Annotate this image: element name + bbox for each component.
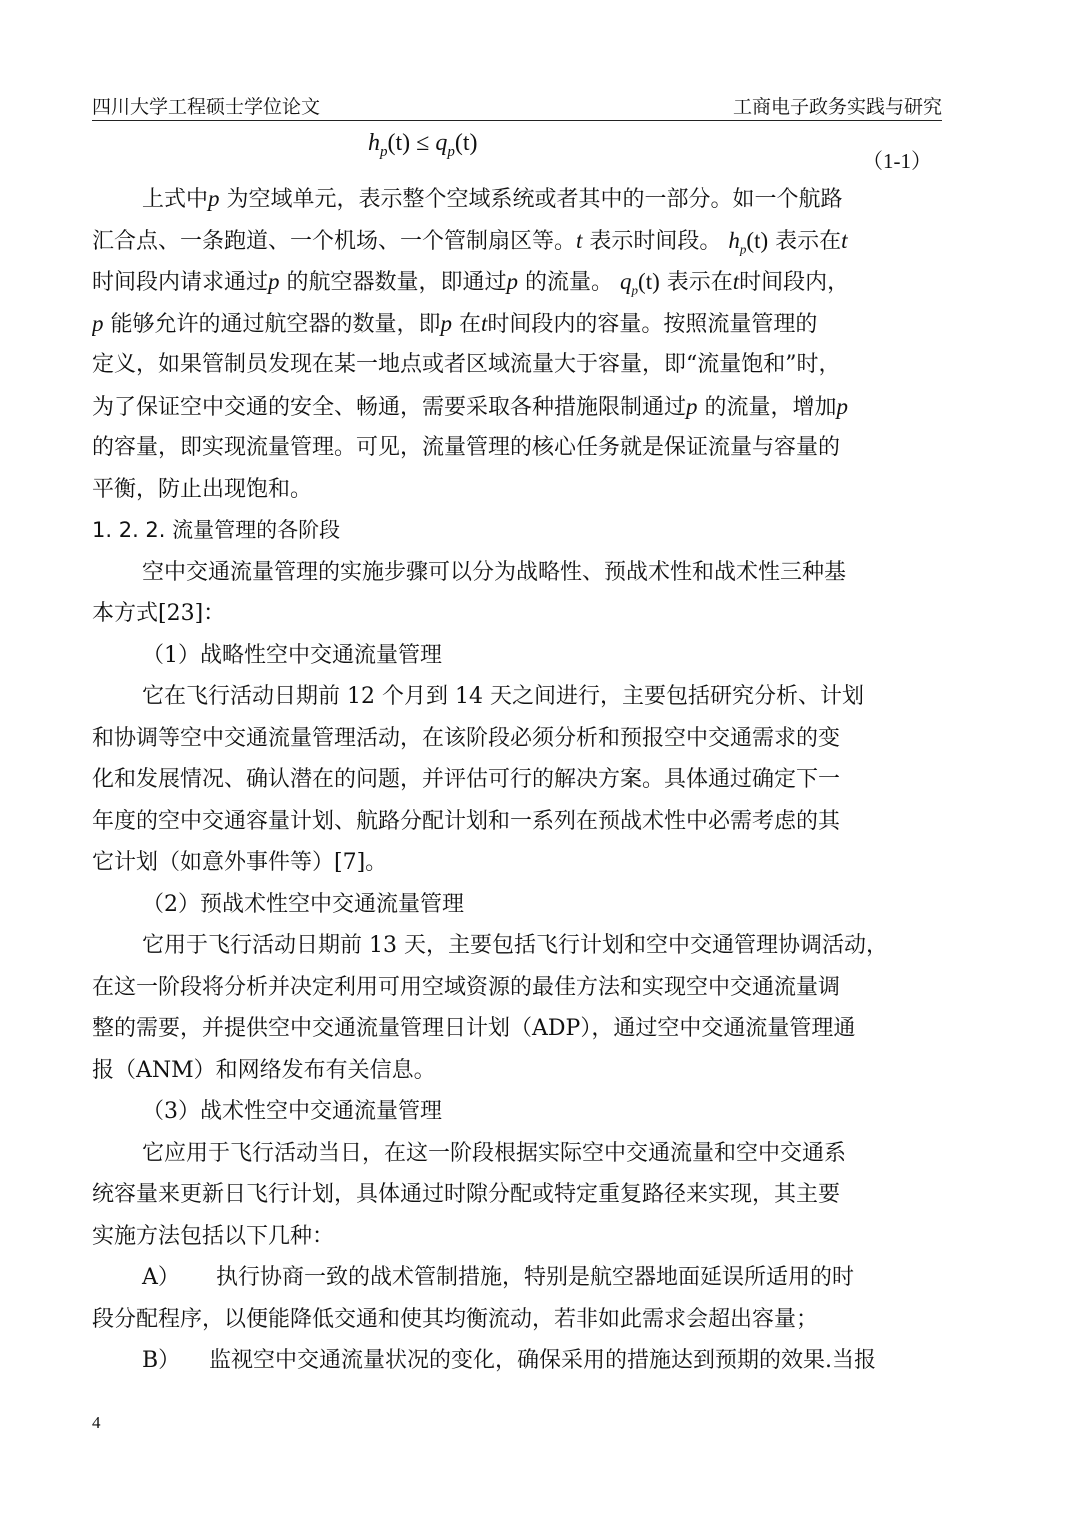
paragraph-line: 的容量，即实现流量管理。可见，流量管理的核心任务就是保证流量与容量的 — [92, 435, 841, 460]
list-item-a: A） 执行协商一致的战术管制措施，特别是航空器地面延误所适用的时 — [92, 1257, 944, 1299]
paragraph-line: p 能够允许的通过航空器的数量，即p 在t时间段内的容量。按照流量管理的 — [92, 310, 818, 337]
header-thesis-title: 工商电子政务实践与研究 — [732, 96, 942, 118]
paragraph-line: 空中交通流量管理的实施步骤可以分为战略性、预战术性和战术性三种基 — [142, 559, 847, 585]
equation: $h_p(t) \le q_p(t)$ — [368, 130, 478, 160]
paragraph-line: 和协调等空中交通流量管理活动，在该阶段必须分析和预报空中交通需求的变 — [92, 725, 841, 751]
paragraph-line: 为了保证空中交通的安全、畅通，需要采取各种措施限制通过p 的流量，增加p — [92, 393, 849, 420]
subsection-title: （1）战略性空中交通流量管理 — [142, 642, 442, 668]
list-label-a: A） — [142, 1265, 180, 1290]
paragraph-line: 本方式[23]： — [92, 601, 226, 626]
paragraph-line: 整的需要，并提供空中交通流量管理日计划（ADP），通过空中交通流量管理通 — [92, 1016, 856, 1041]
paragraph-line: 在这一阶段将分析并决定利用可用空域资源的最佳方法和实现空中交通流量调 — [92, 974, 841, 1000]
subsection-title: （2）预战术性空中交通流量管理 — [142, 891, 464, 917]
paragraph-line: 实施方法包括以下几种： — [92, 1223, 335, 1249]
list-label-b: B） — [142, 1348, 181, 1373]
body-text — [92, 178, 944, 1382]
paragraph-line: 上式中p 为空域单元，表示整个空域系统或者其中的一部分。如一个航路 — [142, 186, 843, 212]
subsection-title: （3）战术性空中交通流量管理 — [142, 1099, 442, 1124]
paragraph-line: 时间段内请求通过p 的航空器数量，即通过p 的流量。 $q_p(t)$ 表示在t时间段内， — [92, 269, 850, 298]
running-header — [92, 90, 942, 121]
paragraph-line: 它计划（如意外事件等）[7]。 — [92, 850, 388, 875]
paragraph-line: 平衡，防止出现饱和。 — [92, 476, 313, 502]
paragraph-line: 年度的空中交通容量计划、航路分配计划和一系列在预战术性中必需考虑的其 — [92, 808, 841, 834]
paragraph-line: 它用于飞行活动日期前 13 天，主要包括飞行计划和空中交通管理协调活动， — [142, 933, 888, 958]
paragraph-line: 报（ANM）和网络发布有关信息。 — [92, 1057, 436, 1083]
paragraph-line: 汇合点、一条跑道、一个机场、一个管制扇区等。t 表示时间段。 $h_p(t)$ 表示在t — [92, 227, 848, 257]
paragraph-line: 定义，如果管制员发现在某一地点或者区域流量大于容量，即“流量饱和”时， — [92, 352, 841, 377]
list-item-b: B） 监视空中交通流量状况的变化，确保采用的措施达到预期的效果.当报 — [92, 1340, 944, 1382]
header-thesis-label: 四川大学工程硕士学位论文 — [92, 96, 321, 118]
equation-number: （1-1） — [862, 149, 932, 173]
page-number: 4 — [92, 1413, 101, 1432]
paragraph-line: 它在飞行活动日期前 12 个月到 14 天之间进行，主要包括研究分析、计划 — [142, 684, 864, 709]
paragraph-line: 段分配程序，以便能降低交通和使其均衡流动，若非如此需求会超出容量； — [92, 1306, 819, 1332]
paragraph-line: 化和发展情况、确认潜在的问题，并评估可行的解决方案。具体通过确定下一 — [92, 767, 841, 792]
section-heading: 1. 2. 2. 流量管理的各阶段 — [92, 518, 341, 542]
paragraph-line: 它应用于飞行活动当日，在这一阶段根据实际空中交通流量和空中交通系 — [142, 1140, 847, 1166]
paragraph-line: 统容量来更新日飞行计划，具体通过时隙分配或特定重复路径来实现，其主要 — [92, 1182, 841, 1207]
